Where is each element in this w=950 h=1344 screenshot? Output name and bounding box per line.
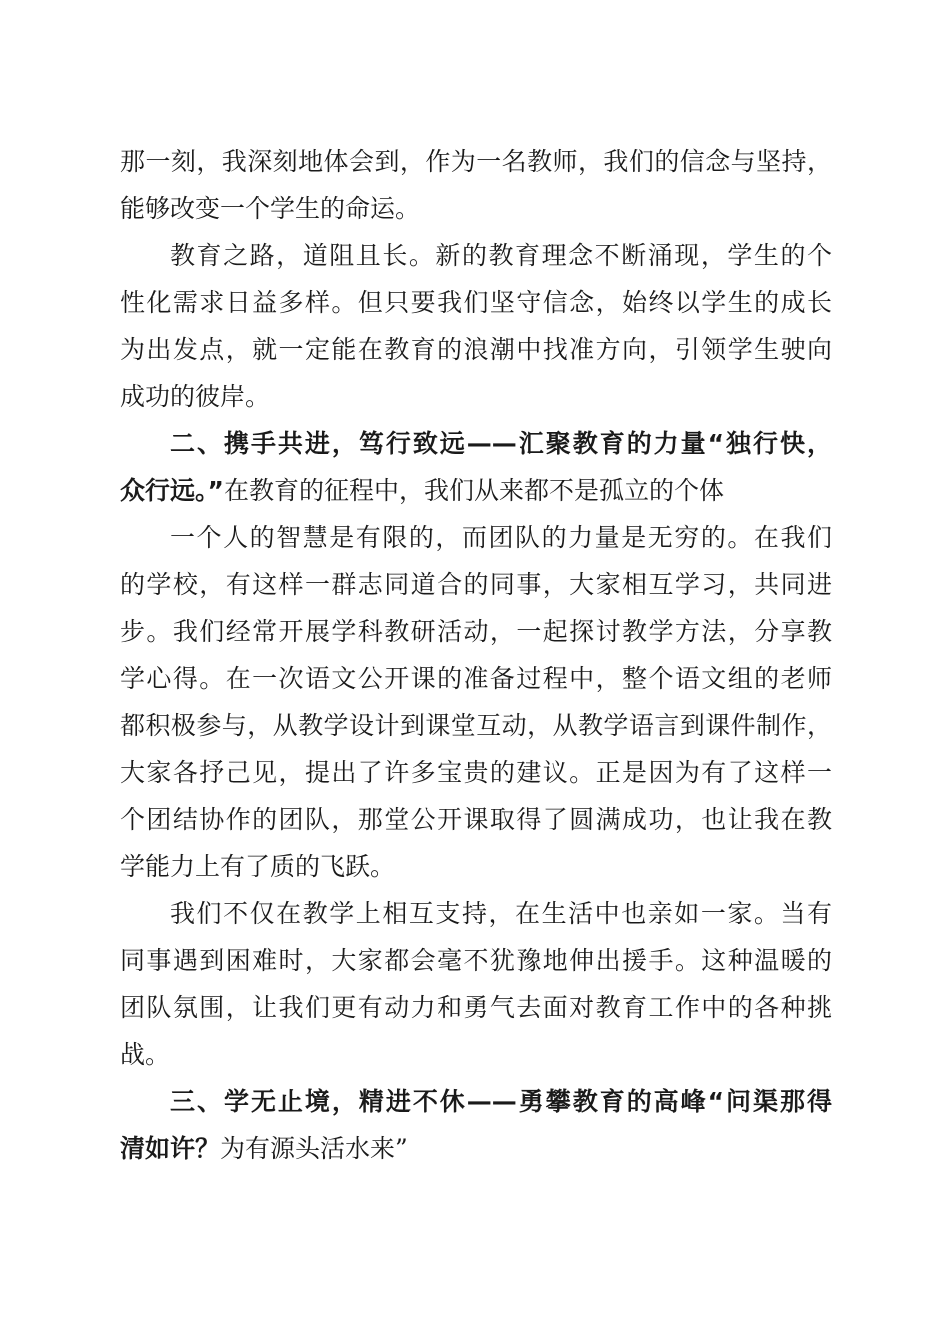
text-line: 学能力上有了质的飞跃。 — [120, 852, 396, 881]
text-line: 能够改变一个学生的命运。 — [120, 194, 421, 223]
text-line: 教育之路，道阻且长。新的教育理念不断涌现，学生的个 — [170, 241, 832, 270]
paragraph-2 — [120, 232, 832, 420]
text-line: 战。 — [120, 1040, 171, 1069]
text-line: 大家各抒己见，提出了许多宝贵的建议。正是因为有了这样一 — [120, 758, 832, 787]
text-line: 的学校，有这样一群志同道合的同事，大家相互学习，共同进 — [120, 570, 832, 599]
section-heading-3 — [120, 1078, 832, 1172]
heading-line — [120, 467, 832, 514]
text-line: 团队氛围，让我们更有动力和勇气去面对教育工作中的各种挑 — [120, 993, 832, 1022]
text-line: 为出发点，就一定能在教育的浪潮中找准方向，引领学生驶向 — [120, 335, 832, 364]
heading-normal-text: 为有源头活水来” — [220, 1134, 408, 1163]
paragraph-4 — [120, 890, 832, 1078]
text-line: 都积极参与，从教学设计到课堂互动，从教学语言到课件制作， — [120, 711, 832, 740]
heading-line — [120, 1125, 832, 1172]
text-line: 成功的彼岸。 — [120, 382, 271, 411]
heading-normal-text: 在教育的征程中，我们从来都不是孤立的个体 — [223, 476, 724, 505]
text-line: 同事遇到困难时，大家都会毫不犹豫地伸出援手。这种温暖的 — [120, 946, 832, 975]
text-line: 性化需求日益多样。但只要我们坚守信念，始终以学生的成长 — [120, 288, 832, 317]
text-line: 那一刻，我深刻地体会到，作为一名教师，我们的信念与坚持， — [120, 147, 832, 176]
heading-bold-text: 众行远。” — [120, 476, 224, 505]
heading-line: 二、携手共进，笃行致远——汇聚教育的力量“独行快， — [170, 429, 832, 458]
text-line: 步。我们经常开展学科教研活动，一起探讨教学方法，分享教 — [120, 617, 832, 646]
section-heading-2 — [120, 420, 832, 514]
heading-bold-text: 清如许？ — [120, 1134, 221, 1163]
text-line: 个团结协作的团队，那堂公开课取得了圆满成功，也让我在教 — [120, 805, 832, 834]
text-line: 学心得。在一次语文公开课的准备过程中，整个语文组的老师 — [120, 664, 832, 693]
text-line: 一个人的智慧是有限的，而团队的力量是无穷的。在我们 — [170, 523, 832, 552]
document-page — [120, 138, 832, 1172]
heading-line: 三、学无止境，精进不休——勇攀教育的高峰“问渠那得 — [170, 1087, 832, 1116]
paragraph-1 — [120, 138, 832, 232]
paragraph-3 — [120, 514, 832, 890]
text-line: 我们不仅在教学上相互支持，在生活中也亲如一家。当有 — [170, 899, 832, 928]
